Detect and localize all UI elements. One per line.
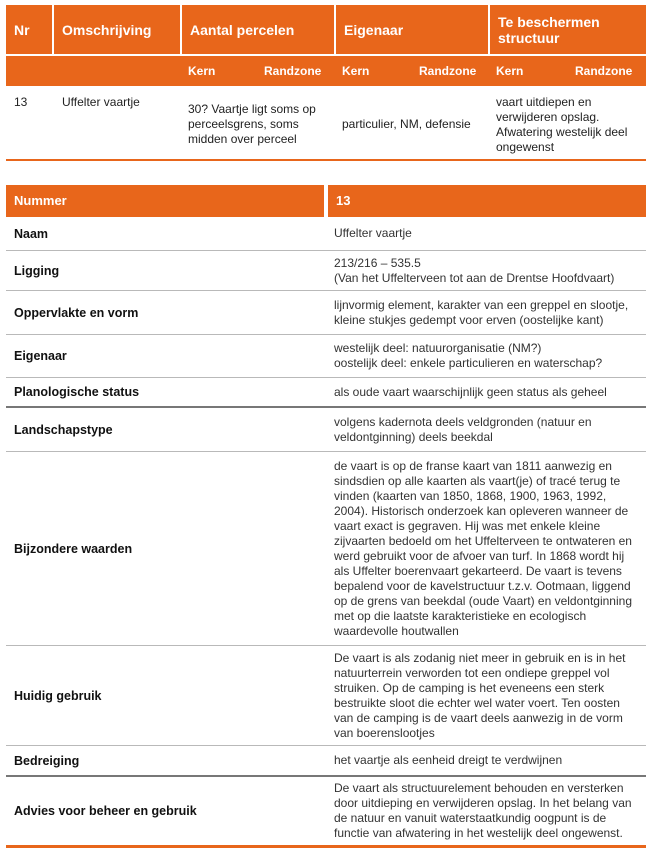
row-label: Advies voor beheer en gebruik [14,804,197,818]
detail-row-advies [6,777,646,845]
header-structuur: Te beschermen structuur [490,5,646,54]
detail-table [6,185,646,845]
detail-header-row [6,185,646,217]
subheader-randzone: Randzone [419,64,477,78]
detail-row-huidig-gebruik [6,646,646,746]
header-nr: Nr [6,5,52,54]
detail-header-value: 13 [328,185,646,217]
row-value: als oude vaart waarschijnlijk geen status als geheel [334,384,607,399]
row-value: 213/216 – 535.5 (Van het Uffelterveen tot aan de Drentse Hoofdvaart) [334,255,615,285]
row-label: Eigenaar [14,349,67,363]
row-label: Naam [14,226,49,241]
summary-table [6,5,646,159]
subheader-randzone: Randzone [264,64,322,78]
row-value: Uffelter vaartje [334,226,412,240]
row-label: Oppervlakte en vorm [14,305,139,320]
row-nr: 13 [14,95,28,109]
row-value: lijnvormig element, karakter van een greppel en slootje, kleine stukjes gedempt voor erven (oostelijke kant) [334,297,629,327]
row-value: het vaartje als eenheid dreigt te verdwijnen [334,753,563,767]
subheader-kern: Kern [342,64,370,78]
detail-row-eigenaar [6,335,646,378]
detail-row-oppervlakte [6,291,646,335]
row-eigenaar: particulier, NM, defensie [342,117,471,131]
row-value: De vaart is als zodanig niet meer in gebruik en is in het natuurterrein verworden tot een ondiepe greppel vol struiken. Op de camping is het eveneens een sterk bestruikte sloot die echter wel water voert. Ten oosten van de camping is de vaart deels aanwezig in de vorm van boerenslootjes [334,650,626,740]
row-label: Bedreiging [14,753,80,768]
row-aantal-percelen: 30? Vaartje ligt soms op perceelsgrens, soms midden over perceel [188,102,316,146]
detail-row-landschapstype [6,408,646,452]
subheader-randzone: Randzone [575,64,633,78]
row-label: Huidig gebruik [14,688,102,703]
summary-bottom-rule [6,159,646,161]
header-omschrijving: Omschrijving [54,5,180,54]
row-value: De vaart als structuurelement behouden en versterken door uitdieping en verwijderen opslag. In het belang van de natuur en vanuit waterstaatkundig oogpunt is de functie van afwatering in het westelijk deel ongewenst. [334,781,632,840]
row-value: westelijk deel: natuurorganisatie (NM?) oostelijk deel: enkele particulieren en waterschap? [334,341,603,370]
subheader-kern: Kern [188,64,216,78]
detail-row-planologische-status [6,378,646,408]
summary-header-row [6,5,646,54]
detail-row-naam [6,217,646,251]
summary-subheader-row [6,56,646,86]
row-label: Planologische status [14,385,140,399]
detail-bottom-rule [6,845,646,848]
row-label: Bijzondere waarden [14,541,133,556]
subheader-kern: Kern [496,64,524,78]
row-omschrijving: Uffelter vaartje [62,95,140,109]
row-value: volgens kadernota deels veldgronden (natuur en veldontginning) deels beekdal [334,414,592,444]
header-aantal-percelen: Aantal percelen [182,5,334,54]
row-structuur: vaart uitdiepen en verwijderen opslag. Afwatering westelijk deel ongewenst [496,95,628,154]
row-value: de vaart is op de franse kaart van 1811 aanwezig en sindsdien op alle kaarten als vaart(je) of tracé terug te vinden (kaarten van 1850, 1868, 1900, 1963, 1992, 2004). Historisch onderzoek kan opleveren wanneer de vaart exact is gegraven. Hij was met enkele kleine zijvaarten bedoeld om het Uffelterveen te ontwateren en werd gebruikt voor de afvoer van turf. In 1868 wordt hij als Uffelter boerenvaart gekarteerd. De vaart is tevens bepalend voor de kavelstructuur t.z.v. Ootmaan, liggend op de grens van beekdal (oude Vaart) en veldontginning met op die laatste karakteristieke en ecologisch waardevolle houtwallen [334,458,632,638]
summary-data-row [6,86,646,159]
row-label: Landschapstype [14,422,113,437]
detail-row-bedreiging [6,746,646,777]
header-eigenaar: Eigenaar [336,5,488,54]
detail-row-ligging [6,251,646,291]
detail-header-label: Nummer [6,185,324,217]
detail-row-bijzondere-waarden [6,452,646,646]
row-label: Ligging [14,263,60,278]
